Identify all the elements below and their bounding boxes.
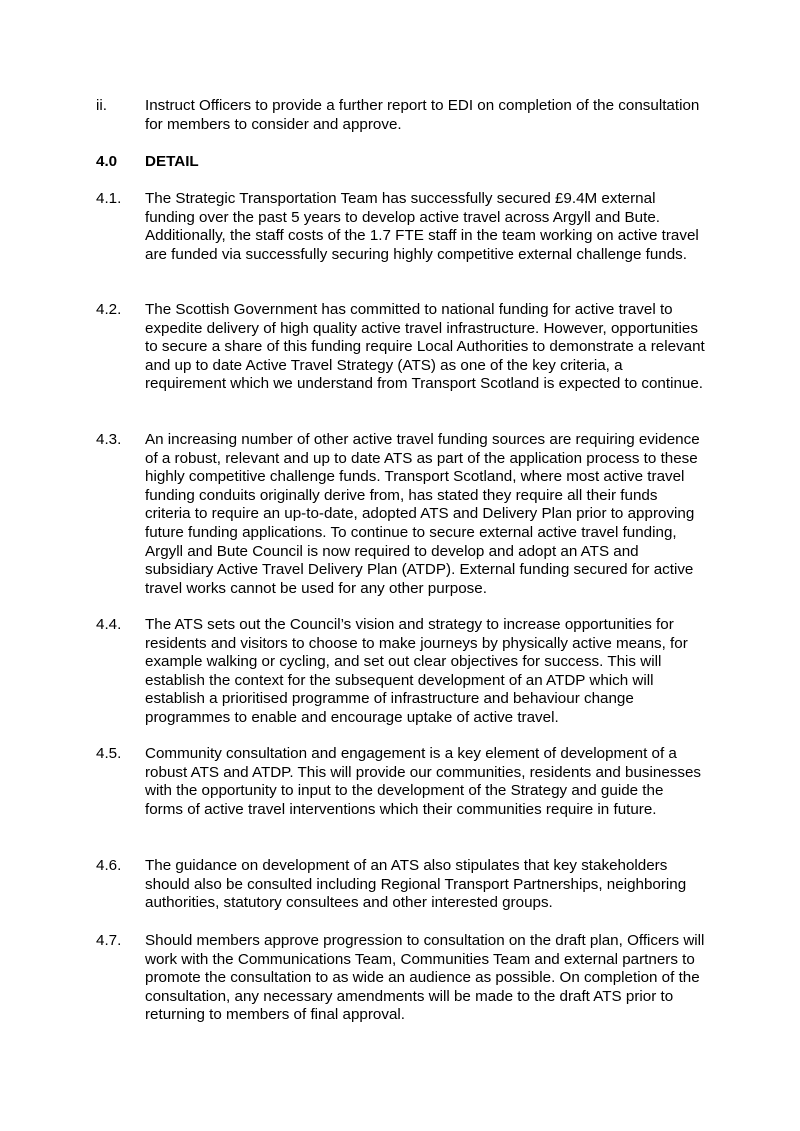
paragraph-text: The ATS sets out the Council’s vision and strategy to increase opportunities for residents and visitors to choose to make journeys by physically active means, for example walking or cycling, and set out clear objectives for success. This will establish the context for the subsequent development of an ATDP which will establish a prioritised programme of infrastructure and behaviour change programmes to enable and encourage uptake of active travel. <box>145 616 688 726</box>
paragraph-text: An increasing number of other active travel funding sources are requiring evidence of a robust, relevant and up to date ATS as part of the application process to these highly competitive challenge funds. Transport Scotland, where most active travel funding conduits originally derive from, has stated they require all their funds criteria to require an up-to-date, adopted ATS and Delivery Plan prior to approving future funding applications. To continue to secure external active travel funding, Argyll and Bute Council is now required to develop and adopt an ATS and subsidiary Active Travel Delivery Plan (ATDP). External funding secured for active travel works cannot be used for any other purpose. <box>145 431 700 597</box>
paragraph-number: 4.4. <box>96 616 122 633</box>
paragraph-text: Should members approve progression to consultation on the draft plan, Officers will work with the Communications Team, Communities Team and external partners to promote the consultation to as wide an audience as possible. On completion of the consultation, any necessary amendments will be made to the draft ATS prior to returning to members of final approval. <box>145 932 705 1024</box>
paragraph-number: 4.7. <box>96 932 122 949</box>
item-number: ii. <box>96 97 107 114</box>
section-title: DETAIL <box>145 153 199 170</box>
paragraph-text: Community consultation and engagement is a key element of development of a robust ATS and ATDP. This will provide our communities, residents and businesses with the opportunity to input to the development of the Strategy and guide the forms of active travel interventions which their communities require in future. <box>145 745 702 818</box>
section-number: 4.0 <box>96 153 118 170</box>
paragraph-number: 4.6. <box>96 857 122 874</box>
paragraph-number: 4.2. <box>96 301 122 318</box>
paragraph-number: 4.3. <box>96 431 122 448</box>
paragraph-number: 4.5. <box>96 745 122 762</box>
paragraph-number: 4.1. <box>96 190 122 207</box>
paragraph-text: The guidance on development of an ATS also stipulates that key stakeholders should also be consulted including Regional Transport Partnerships, neighboring authorities, statutory consultees and other interested groups. <box>145 857 687 912</box>
item-text: Instruct Officers to provide a further report to EDI on completion of the consultation for members to consider and approve. <box>145 97 700 133</box>
paragraph-text: The Scottish Government has committed to national funding for active travel to expedite delivery of high quality active travel infrastructure. However, opportunities to secure a share of this funding require Local Authorities to demonstrate a relevant and up to date Active Travel Strategy (ATS) as one of the key criteria, a requirement which we understand from Transport Scotland is expected to continue. <box>145 301 705 393</box>
paragraph-text: The Strategic Transportation Team has successfully secured £9.4M external funding over the past 5 years to develop active travel across Argyll and Bute. Additionally, the staff costs of the 1.7 FTE staff in the team working on active travel are funded via successfully securing highly competitive external challenge funds. <box>145 190 699 263</box>
